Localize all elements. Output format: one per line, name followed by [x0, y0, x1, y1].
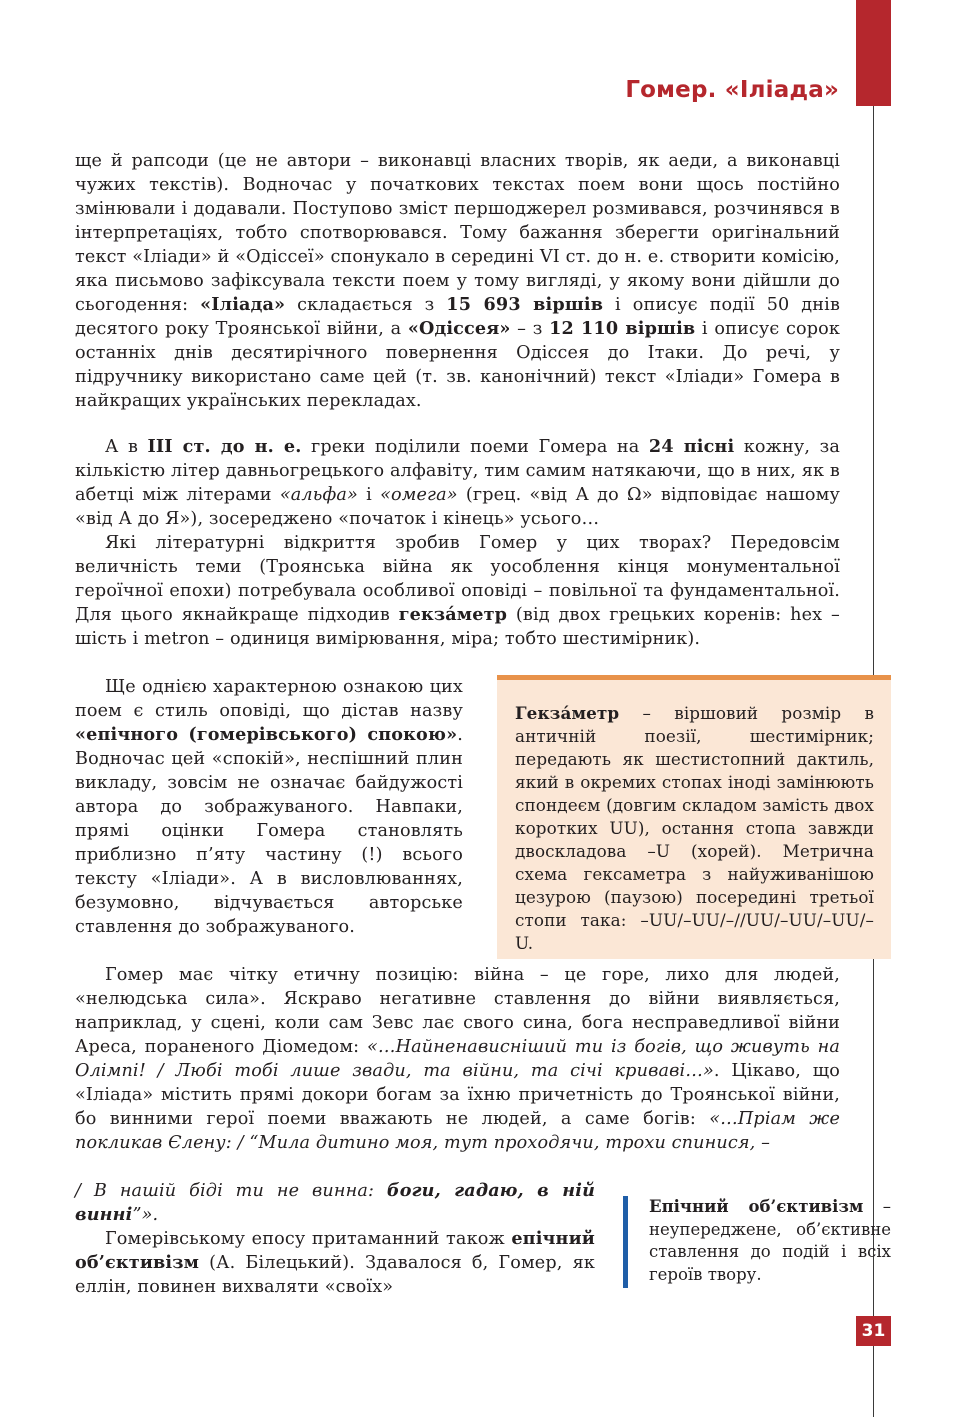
objectivism-term: Епічний об’єктивізм [649, 1197, 864, 1216]
page-number: 31 [856, 1316, 891, 1346]
hexameter-definition: Гекза́метр – віршовий розмір в античній поезії, шестимірник; передають як шестистопний дактиль, який в окремих стопах іноді замінюють спондеєм (довгим складом замість двох коротких UU), остання стопа завжди двоскладова –U (хорей). Метрична схема гексаметра з найуживанішою цезурою (паузою) посередині третьої стопи така: –UU/–UU/–//UU/–UU/–UU/–U. [515, 703, 874, 953]
paragraph-6: Гомерівському епосу притаманний також епічний об’єктивізм (А. Білецький). Здавалося б, Гомер, як еллін, повинен вихваляти «своїх» [75, 1228, 595, 1297]
objectivism-note [623, 1196, 891, 1288]
paragraph-5-quote-end: / В нашій біді ти не винна: боги, гадаю, в ній винні”». [75, 1180, 596, 1225]
paragraph-5: Гомер має чітку етичну позицію: війна – це горе, лихо для людей, «нелюдська сила». Яскраво негативне ставлення до війни виявляється, наприклад, у сцені, коли сам Зевс лає свого сина, бога несправедливої війни Ареса, пораненого Діомедом: «…Найненависніший ти із богів, що живуть на Олімпі! / Любі тобі лише звади, та війни, та січі криваві…». Цікаво, що «Іліада» містить прямі докори богам за їхню причетність до Троянської війни, бо винними герої поеми вважають не людей, а саме богів: «…Пріам же покликав Єлену: / “Мила дитино моя, тут проходячи, трохи спинися, – [75, 965, 841, 1153]
chapter-title: Гомер. «Іліада» [625, 77, 839, 103]
hexameter-definition-box [497, 675, 891, 959]
hexameter-term: Гекза́метр [515, 703, 620, 723]
paragraph-1: ще й рапсоди (це не автори – виконавці власних творів, як аеди, а виконавці чужих текстів). Водночас у початкових текстах поем вони щось постійно змінювали і додавали. Поступово зміст першоджерел розмивався, розчинявся в інтерпретаціях, тобто спотворювався. Тому бажання зберегти оригінальний текст «Іліади» й «Одіссеї» спонукало в середині VI ст. до н. е. створити комісію, яка письмово зафіксувала тексти поем у тому вигляді, у якому вони дійшли до сьогодення: «Іліада» складається з 15 693 віршів і описує події 50 днів десятого року Троянської війни, а «Одіссея» – з 12 110 віршів і описує сорок останніх днів десятирічного повернення Одіссея до Ітаки. До речі, у підручнику використано саме цей (т. зв. канонічний) текст «Іліади» Гомера в найкращих українських перекладах. [75, 151, 841, 411]
paragraph-2: А в ІІІ ст. до н. е. греки поділили поеми Гомера на 24 пісні кожну, за кількістю літер давньогрецького алфавіту, тим самим натякаючи, що в них, як в абетці між літерами «альфа» і «омега» (грец. «від А до Ω» відповідає нашому «від А до Я»), зосереджено «початок і кінець» усього… [75, 436, 840, 529]
objectivism-definition: Епічний об’єктивізм – неупереджене, об’єктивне ставлення до подій і всіх героїв твору. [649, 1197, 892, 1284]
header-red-tab [856, 0, 891, 106]
hexameter-scheme: –UU/–UU/–//UU/–UU/–UU/–U. [515, 910, 874, 953]
paragraph-3: Які літературні відкриття зробив Гомер у цих творах? Передовсім величність теми (Троянська війна як уособлення кінця монументальної героїчної епохи) потребувала особливої оповіді – повільної та фундаментальної. Для цього якнайкраще підходив гекза́метр (від двох грецьких коренів: hex – шість і metron – одиниця вимірювання, міра; тобто шестимірник). [75, 533, 840, 649]
paragraph-4: Ще однією характерною ознакою цих поем є стиль оповіді, що дістав назву «епічного (гомерівського) спокою». Водночас цей «спокій», неспішний плин викладу, зовсім не означає байдужості автора до зображуваного. Навпаки, прямі оцінки Гомера становлять приблизно п’яту частину (!) всього тексту «Іліади». А в висловлюваннях, безумовно, відчувається авторське ставлення до зображуваного. [75, 677, 463, 937]
